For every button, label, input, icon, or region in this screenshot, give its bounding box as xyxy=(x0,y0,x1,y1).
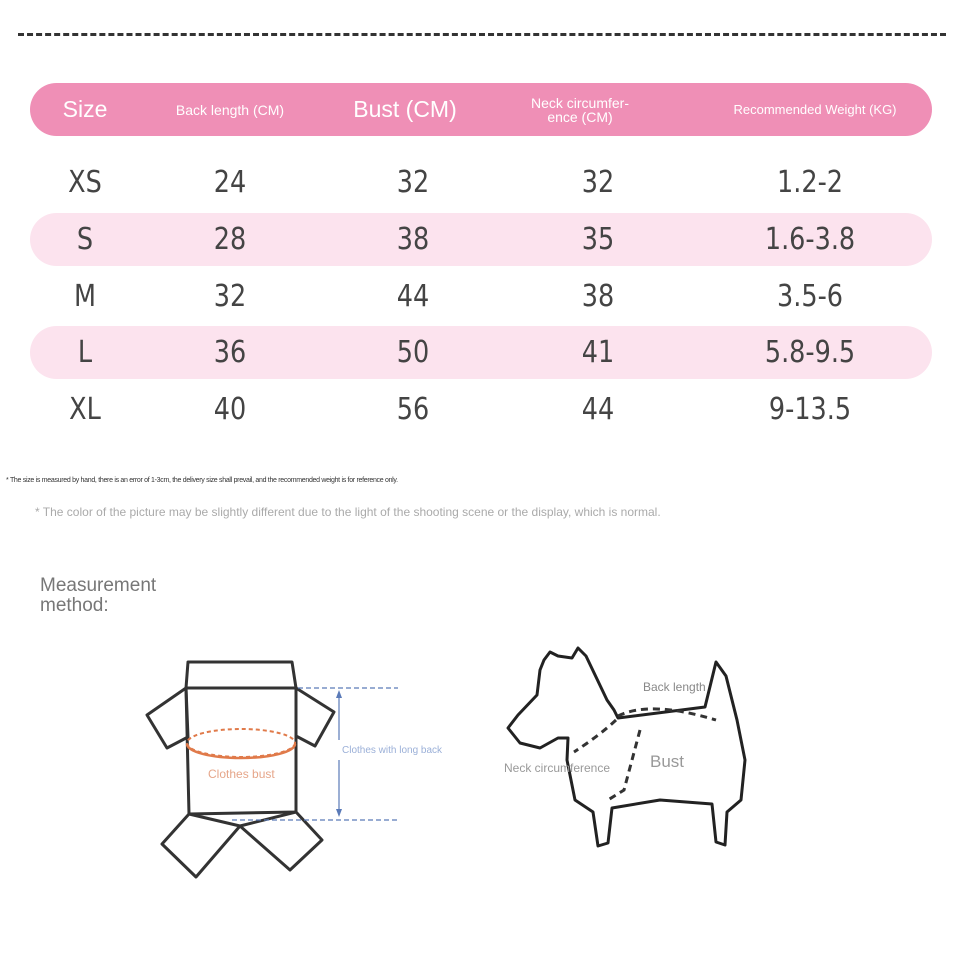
header-bust: Bust (CM) xyxy=(353,96,457,122)
header-size: Size xyxy=(62,96,108,122)
cell-neck: 32 xyxy=(581,165,615,200)
cell-neck: 41 xyxy=(581,335,615,370)
header-neck: Neck circumfer-ence (CM) xyxy=(530,94,629,125)
cell-weight: 1.2-2 xyxy=(777,165,843,200)
dog-outline xyxy=(508,648,745,846)
cell-bust: 38 xyxy=(396,222,430,257)
cell-bust: 50 xyxy=(396,335,430,370)
label-bust: Bust xyxy=(650,752,685,771)
cell-bust: 44 xyxy=(396,279,430,314)
cell-size: S xyxy=(76,222,94,257)
cell-neck: 35 xyxy=(581,222,615,257)
title-line2: method: xyxy=(40,595,109,616)
cell-bust: 32 xyxy=(396,165,430,200)
cell-back: 36 xyxy=(213,335,247,370)
note-color: * The color of the picture may be slightly different due to the light of the shooting scene or the display, which is normal. xyxy=(35,505,661,519)
label-back-length: Back length xyxy=(643,680,706,694)
cell-weight: 1.6-3.8 xyxy=(764,222,856,257)
cell-size: XS xyxy=(68,165,102,200)
cell-neck: 38 xyxy=(581,279,615,314)
cell-weight: 5.8-9.5 xyxy=(764,335,856,370)
cell-back: 28 xyxy=(213,222,247,257)
cell-size: XL xyxy=(69,392,101,427)
label-neck-circumference: Neck circumference xyxy=(504,761,611,775)
label-clothes-long-back: Clothes with long back xyxy=(342,745,443,756)
cell-back: 32 xyxy=(213,279,247,314)
header-back-length: Back length (CM) xyxy=(175,101,285,118)
cell-back: 24 xyxy=(213,165,247,200)
title-line1: Measurement xyxy=(40,575,157,596)
label-clothes-bust: Clothes bust xyxy=(208,767,275,781)
note-measurement: * The size is measured by hand, there is an error of 1-3cm, the delivery size shall prevail, and the recommended weight is for reference only. xyxy=(6,477,398,484)
cell-back: 40 xyxy=(213,392,247,427)
cell-weight: 9-13.5 xyxy=(768,392,852,427)
cell-bust: 56 xyxy=(396,392,430,427)
header-weight: Recommended Weight (KG) xyxy=(733,102,897,117)
cell-weight: 3.5-6 xyxy=(777,279,843,314)
cell-neck: 44 xyxy=(581,392,615,427)
cell-size: M xyxy=(73,279,96,314)
cell-size: L xyxy=(77,335,93,370)
